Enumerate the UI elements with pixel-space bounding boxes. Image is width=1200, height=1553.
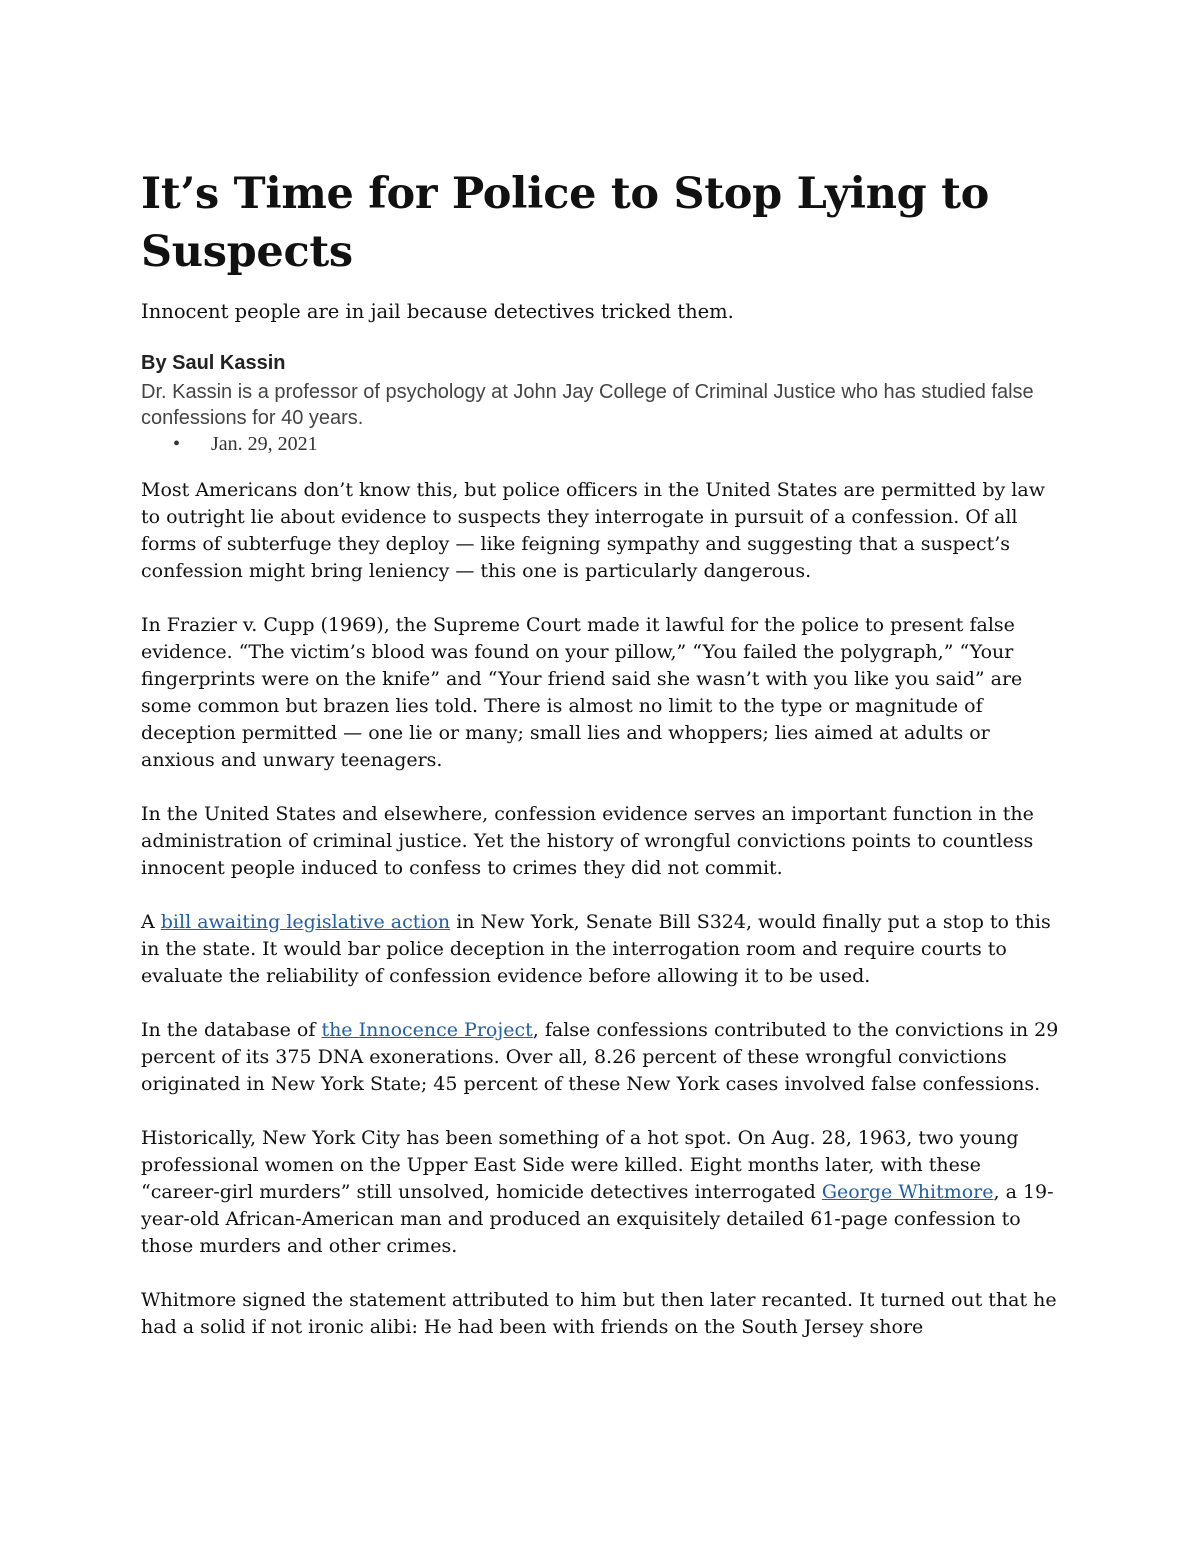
article-subtitle: Innocent people are in jail because detectives tricked them.: [141, 300, 734, 323]
author-bio: Dr. Kassin is a professor of psychology at John Jay College of Criminal Justice who has studied false confessions for 40 years.: [141, 381, 1034, 429]
paragraph-3: In the United States and elsewhere, confession evidence serves an important function in the administration of criminal justice. Yet the history of wrongful convictions points to countless innocent people induced to confess to crimes they did not commit.: [141, 803, 1034, 879]
article-title: It’s Time for Police to Stop Lying to Suspects: [141, 169, 990, 277]
george-whitmore-link[interactable]: George Whitmore: [821, 1181, 994, 1203]
innocence-project-link[interactable]: the Innocence Project: [321, 1019, 533, 1041]
paragraph-4: [141, 909, 1061, 990]
date-item: [173, 431, 1061, 457]
paragraph-4-text: A: [141, 911, 161, 933]
paragraph-5: [141, 1017, 1061, 1098]
article: [141, 165, 1061, 1368]
paragraph-5-text: In the database of: [141, 1019, 322, 1041]
paragraph-6: [141, 1125, 1061, 1260]
paragraph-1: Most Americans don’t know this, but police officers in the United States are permitted by law to outright lie about evidence to suspects they interrogate in pursuit of a confession. Of all forms of subterfuge they deploy — like feigning sympathy and suggesting that a suspect’s confession might bring leniency — this one is particularly dangerous.: [141, 479, 1045, 582]
date-list: [141, 431, 1061, 457]
publish-date: Jan. 29, 2021: [211, 433, 318, 455]
paragraph-6-text-after: , a 19-year-old African-American man and produced an exquisitely detailed 61-page confession to those murders and other crimes.: [141, 1181, 1054, 1257]
paragraph-5-text-after: , false confessions contributed to the convictions in 29 percent of its 375 DNA exonerations. Over all, 8.26 percent of these wrongful convictions originated in New York State; 45 percent of these New York cases involved false confessions.: [141, 1019, 1059, 1095]
paragraph-6-text: Historically, New York City has been something of a hot spot. On Aug. 28, 1963, two young professional women on the Upper East Side were killed. Eight months later, with these “career-girl murders” still unsolved, homicide detectives interrogated: [141, 1127, 1019, 1203]
paragraph-4-text-after: in New York, Senate Bill S324, would finally put a stop to this in the state. It would bar police deception in the interrogation room and require courts to evaluate the reliability of confession evidence before allowing it to be used.: [141, 911, 1051, 987]
byline: By Saul Kassin: [141, 352, 286, 374]
bullet-icon: •: [173, 433, 181, 455]
paragraph-7: Whitmore signed the statement attributed to him but then later recanted. It turned out that he had a solid if not ironic alibi: He had been with friends on the South Jersey shore: [141, 1289, 1057, 1338]
bill-link[interactable]: bill awaiting legislative action: [160, 911, 451, 933]
paragraph-2: In Frazier v. Cupp (1969), the Supreme Court made it lawful for the police to present false evidence. “The victim’s blood was found on your pillow,” “You failed the polygraph,” “Your fingerprints were on the knife” and “Your friend said she wasn’t with you like you said” are some common but brazen lies told. There is almost no limit to the type or magnitude of deception permitted — one lie or many; small lies and whoppers; lies aimed at adults or anxious and unwary teenagers.: [141, 614, 1023, 771]
